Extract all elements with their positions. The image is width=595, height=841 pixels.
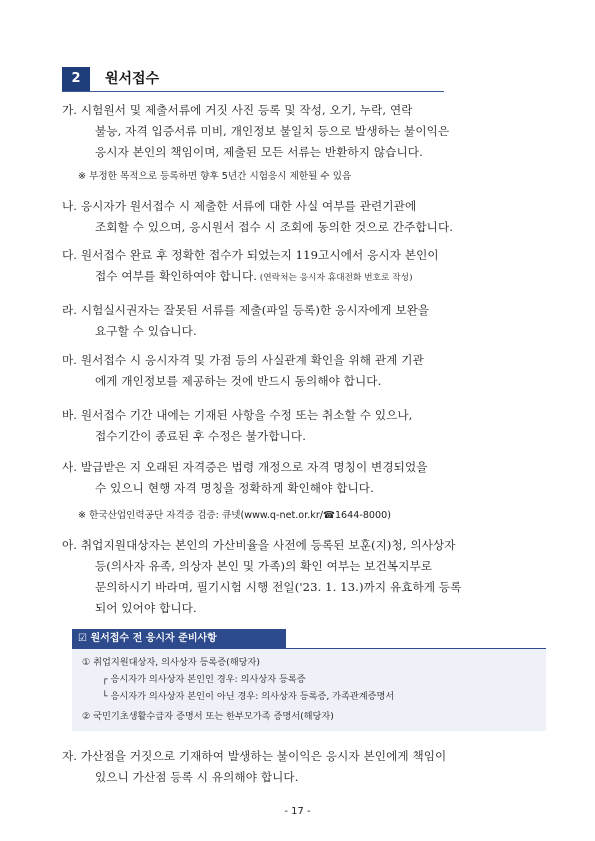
prep-item-1: ① 취업지원대상자, 의사상자 등록증(해당자) [82,657,260,668]
item-da-line-2 [62,266,550,289]
note-qnet-verification: ※ 한국산업인력공단 자격증 검증: 큐넷(www.q-net.or.kr/☎1644-8000) [78,510,391,521]
prep-subitem-self: ┌ 응시자가 의사상자 본인인 경우: 의사상자 등록증 [102,674,306,685]
item-ga-line-1: 가. 시험원서 및 제출서류에 거짓 사진 등록 및 작성, 오기, 누락, 연락 [62,103,413,117]
item-ra [62,300,550,342]
prep-checklist-title: ☑ 원서접수 전 응시자 준비사항 [72,629,286,648]
item-ba [62,405,550,447]
section-header [62,67,444,92]
item-ga [62,100,550,163]
item-a [62,535,550,619]
item-da-contact-note: (연락처는 응시자 휴대전화 번호로 작성) [257,273,413,283]
item-da-line-1: 다. 원서접수 완료 후 정확한 접수가 되었는지 119고시에서 응시자 본인이 [62,248,439,262]
item-ma-line-1: 마. 원서접수 시 응시자격 및 가점 등의 사실관계 확인을 위해 관계 기관 [62,353,424,367]
item-ma [62,350,550,392]
prep-item-2: ② 국민기초생활수급자 증명서 또는 한부모가족 증명서(해당자) [82,711,334,722]
section-number: 2 [62,67,90,91]
item-sa-line-1: 사. 발급받은 지 오래된 자격증은 법령 개정으로 자격 명칭이 변경되었을 [62,460,428,474]
item-da [62,245,550,289]
item-sa-line-2: 수 있으니 현행 자격 명칭을 정확하게 확인해야 합니다. [95,481,374,495]
item-a-line-4: 되어 있어야 합니다. [95,601,197,615]
page-number: - 17 - [284,806,311,817]
item-ga-line-3: 응시자 본인의 책임이며, 제출된 모든 서류는 반환하지 않습니다. [95,145,423,159]
item-ba-line-2: 접수기간이 종료된 후 수정은 불가합니다. [95,429,307,443]
item-ja-line-2: 있으니 가산점 등록 시 유의해야 합니다. [95,770,299,784]
item-da-line-2-text: 접수 여부를 확인하여야 합니다. [95,269,258,283]
section-title: 원서접수 [105,71,160,87]
prep-checklist-box [72,648,546,731]
item-ja [62,746,550,788]
item-a-line-3: 문의하시기 바라며, 필기시험 시행 전일('23. 1. 13.)까지 유효하게 등록 [95,580,462,594]
item-ba-line-1: 바. 원서접수 기간 내에는 기재된 사항을 수정 또는 취소할 수 있으나, [62,408,413,422]
item-na-line-1: 나. 응시자가 원서접수 시 제출한 서류에 대한 사실 여부를 관련기관에 [62,199,417,213]
item-ra-line-2: 요구할 수 있습니다. [95,324,197,338]
prep-subitem-family: └ 응시자가 의사상자 본인이 아닌 경우: 의사상자 등록증, 가족관계증명서 [102,691,395,702]
item-ga-line-2: 불능, 자격 입증서류 미비, 개인정보 불일치 등으로 발생하는 불이익은 [95,124,450,138]
item-a-line-1: 아. 취업지원대상자는 본인의 가산비율을 사전에 등록된 보훈(지)청, 의사상자 [62,538,456,552]
item-ra-line-1: 라. 시험실시권자는 잘못된 서류를 제출(파일 등록)한 응시자에게 보완을 [62,303,430,317]
item-sa [62,457,550,499]
note-fraud-warning: ※ 부정한 목적으로 등록하면 향후 5년간 시험응시 제한될 수 있음 [78,171,352,182]
item-na [62,196,550,238]
item-ja-line-1: 자. 가산점을 거짓으로 기재하여 발생하는 불이익은 응시자 본인에게 책임이 [62,749,447,763]
item-na-line-2: 조회할 수 있으며, 응시원서 접수 시 조회에 동의한 것으로 간주합니다. [95,220,454,234]
item-a-line-2: 등(의사자 유족, 의상자 본인 및 가족)의 확인 여부는 보건복지부로 [95,559,433,573]
item-ma-line-2: 에게 개인정보를 제공하는 것에 반드시 동의해야 합니다. [95,374,382,388]
